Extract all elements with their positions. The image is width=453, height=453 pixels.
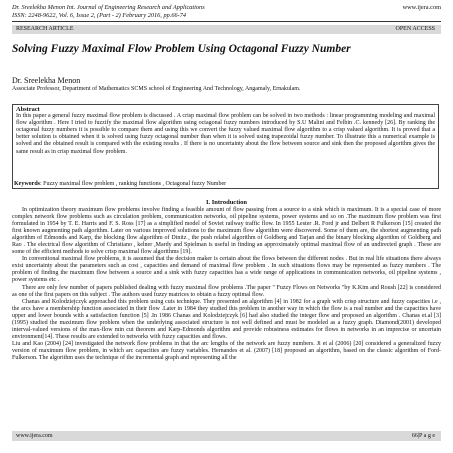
paper-title: Solving Fuzzy Maximal Flow Problem Using Octagonal Fuzzy Number: [12, 43, 351, 55]
page-footer: [12, 431, 441, 441]
journal-header: [12, 4, 441, 19]
keywords-label: Keywords: [14, 181, 40, 187]
journal-url[interactable]: www.ijera.com: [402, 4, 441, 11]
body-text: [12, 207, 441, 362]
page-number: 66|P a g e: [411, 433, 435, 439]
paragraph: There are only few number of papers published dealing with fuzzy maximal flow problems .The paper " Fuzzy Flows on Networks "by K.Kim and Roush [22] is considered as one of the first papers on this subject . The authors used fuzzy matrices to obtain a fuzzy optimal flow.: [12, 284, 441, 298]
journal-citation: Dr. Sreelekha Menon Int. Journal of Engineering Research and Applications: [12, 4, 205, 11]
paragraph: Chanas and Kolodziejczyk approached this problem using cuts technique. They presented an algorithm [4] in 1982 for a graph with crisp structure and fuzzy capacities i.e , the arcs have a membership function associated in their flow .Later in 1984 they studied this problem in another way in which the flow is a real number and the capacities have upper and lower bounds with a satisfaction function [5] .In 1986 Chanas and Kolodziejczyk [6] had also studied the integer flow and proposed an algorithm . Chanas et.al [3] (1995) studied the maximum flow problem when the underlying associated structure is not well defined and must be modeled as a fuzzy graph. Diamond(2001) developed interval-valued versions of the max-flow min cut theorem and Karp-Edmonds algorithm and provide robustness estimates for flows in networks in an imprecise or uncertain environment[14]. These results are extended to networks with fuzzy capacities and flows.: [12, 298, 441, 340]
article-type-bar: [12, 25, 441, 34]
footer-url[interactable]: www.ijera.com: [16, 433, 53, 439]
keywords-text: : Fuzzy maximal flow problem , ranking functions , Octagonal fuzzy Number: [40, 181, 227, 187]
article-type: RESEARCH ARTICLE: [16, 26, 74, 32]
abstract-heading: Abstract: [16, 106, 40, 113]
keywords: [14, 181, 226, 187]
paragraph: In conventional maximal flow problems, it is assumed that the decision maker is certain about the flows between the different nodes . But in real life situations there always exist uncertainty about the parameters such as cost , capacities and demand of maximal flow problem . In such situations flows may be represented as fuzzy numbers . The problem of finding the maximum flow between a source and a sink with fuzzy capacities has a wide range of applications in communication networks, oil pipeline systems , power systems etc .: [12, 256, 441, 284]
section-heading-introduction: I. Introduction: [205, 199, 248, 206]
paragraph: Liu and Kao (2004) [24] investigated the network flow problems in that the arc lengths of the network are fuzzy numbers. Ji et al (2006) [20] considered a generalized fuzzy version of maximum flow problem, in which arc capacities are fuzzy variables. Hernandes et al. (2007) [18] proposed an algorithm, based on the classic algorithm of Ford-Fulkerson. The algorithm uses the technique of the incremental graph and representing all the: [12, 340, 441, 361]
header-rule: [12, 21, 441, 22]
abstract-text: In this paper a general fuzzy maximal flow problem is discussed . A crisp maximal flow problem can be solved in two methods : linear programming modeling and maximal flow algorithm . Here I tried to fuzzify the maximal flow algorithm using octagonal fuzzy numbers introduced by S.U Malini and Felbin .C. kennedy [26]. By ranking the octagonal fuzzy numbers it is possible to compare them and using this we convert the fuzzy valued maximal flow algorithm to a crisp valued algorithm. It is proved that a better solution is obtained when it is solved using fuzzy octagonal number than when it is solved using trapezoidal fuzzy number. To illustrate this a numerical example is solved and the obtained result is compared with the existing results . If there is no uncertainty about the flow between source and sink then the proposed algorithm gives the same result as in crisp maximal flow problem.: [16, 113, 435, 155]
abstract-box: [12, 104, 439, 189]
access-type: OPEN ACCESS: [395, 26, 435, 32]
paragraph: In optimization theory maximum flow problems involve finding a feasible amount of flow passing from a source to a sink which is maximum. It is a special case of more complex network flow problems such as circulation problem, communication networks, oil pipeline systems, power systems and so on .The maximum flow problem was first formulated in 1954 by T. E. Harris and F. S. Ross [17] as a simplified model of Soviet railway traffic flow. In 1955 Lester .R. Ford jr and Delbert R Fulkerson [15] created the first known augmenting path algorithm. Later on various improved solutions to the maximum flow algorithm were discovered. Some of them are, the shortest augmenting path algorithm of Edmonds and Karp, the blocking flow algorithm of Dinitz , the push relabel algorithm of Goldberg and Tarjan and the binary blocking algorithm of Goldberg and Rao . The electrical flow algorithm of Christiano , kelner ,Mardy and Spielman is useful in finding an approximately optimal maximal flow of an undirected graph . These are some of the efficient methods to solve crisp maximal flow algorithms [19].: [12, 207, 441, 256]
author-affiliation: Associate Professor, Department of Mathematics SCMS school of Engineering And Technology, Angamaly, Ernakulam.: [12, 86, 301, 92]
author-name: Dr. Sreelekha Menon: [12, 76, 81, 85]
journal-issn: ISSN: 2248-9622, Vol. 6, Issue 2, (Part - 2) February 2016, pp.66-74: [12, 11, 187, 19]
